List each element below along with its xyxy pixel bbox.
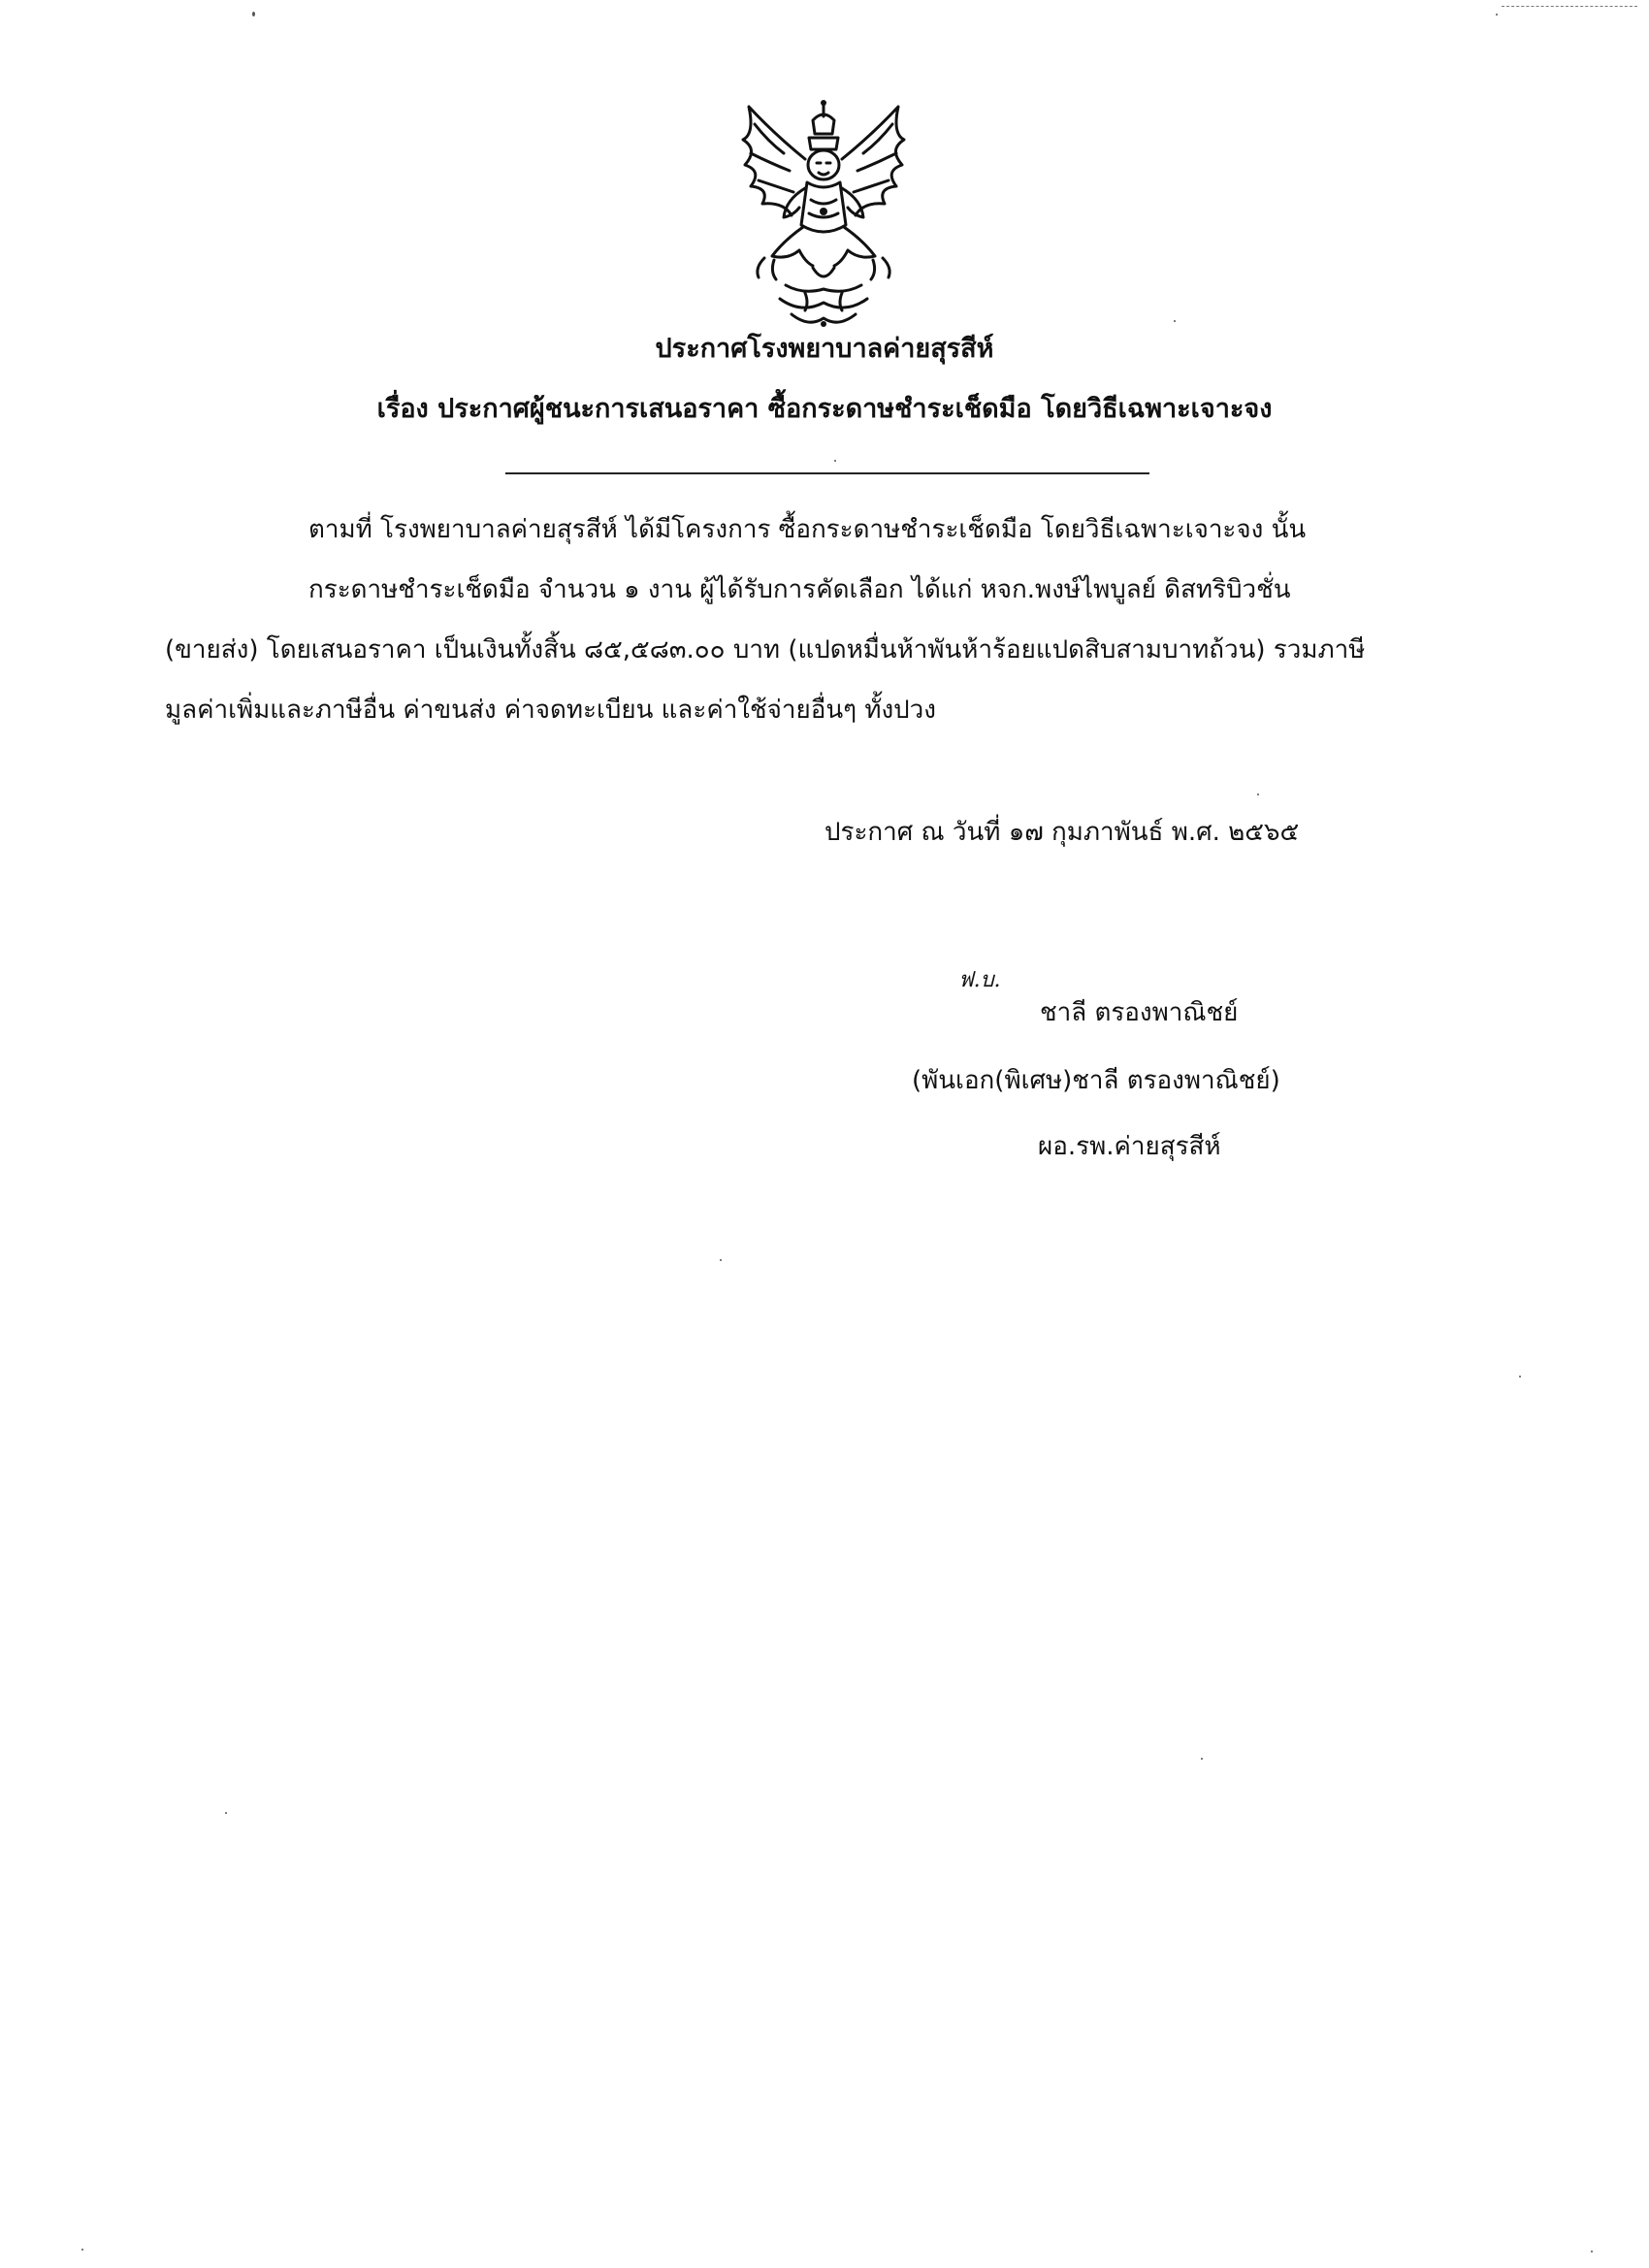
scan-speck	[252, 12, 255, 16]
scan-speck	[1174, 320, 1176, 322]
scan-speck	[225, 1812, 227, 1814]
scan-speck	[81, 2249, 83, 2251]
scan-speck	[720, 1259, 722, 1261]
signatory-full-name: (พันเอก(พิเศษ)ชาลี ตรองพาณิชย์)	[912, 1066, 1280, 1095]
signature-for-mark: ฟ.บ.	[958, 968, 1001, 992]
scan-speck	[1591, 2251, 1593, 2252]
scan-speck	[1201, 1758, 1203, 1760]
body-line: (ขายส่ง) โดยเสนอราคา เป็นเงินทั้งสิ้น ๘๕,๕๘๓.๐๐ บาท (แปดหมื่นห้าพันห้าร้อยแปดสิบสามบาทถ้วน) รวมภาษี	[165, 635, 1366, 664]
body-line: มูลค่าเพิ่มและภาษีอื่น ค่าขนส่ง ค่าจดทะเบียน และค่าใช้จ่ายอื่นๆ ทั้งปวง	[165, 696, 936, 725]
scan-edge-mark	[1502, 6, 1637, 7]
title-divider	[505, 472, 1149, 474]
body-line: ตามที่ โรงพยาบาลค่ายสุรสีห์ ได้มีโครงการ ซื้อกระดาษชำระเช็ดมือ โดยวิธีเฉพาะเจาะจง นั้น	[308, 515, 1307, 544]
scan-speck	[1496, 14, 1498, 16]
garuda-emblem-icon	[716, 95, 931, 336]
signature-name: ชาลี ตรองพาณิชย์	[1040, 998, 1239, 1027]
announcement-subject: เรื่อง ประกาศผู้ชนะการเสนอราคา ซื้อกระดาษชำระเช็ดมือ โดยวิธีเฉพาะเจาะจง	[376, 394, 1273, 424]
announcement-title: ประกาศโรงพยาบาลค่ายสุรสีห์	[655, 334, 994, 364]
announcement-date: ประกาศ ณ วันที่ ๑๗ กุมภาพันธ์ พ.ศ. ๒๕๖๕	[824, 818, 1300, 847]
scan-speck	[1519, 1376, 1521, 1377]
scan-speck	[1257, 794, 1259, 795]
body-line: กระดาษชำระเช็ดมือ จำนวน ๑ งาน ผู้ได้รับการคัดเลือก ได้แก่ หจก.พงษ์ไพบูลย์ ดิสทริบิวชั่น	[308, 575, 1291, 604]
signatory-position: ผอ.รพ.ค่ายสุรสีห์	[1038, 1132, 1221, 1161]
scan-speck	[834, 460, 836, 462]
